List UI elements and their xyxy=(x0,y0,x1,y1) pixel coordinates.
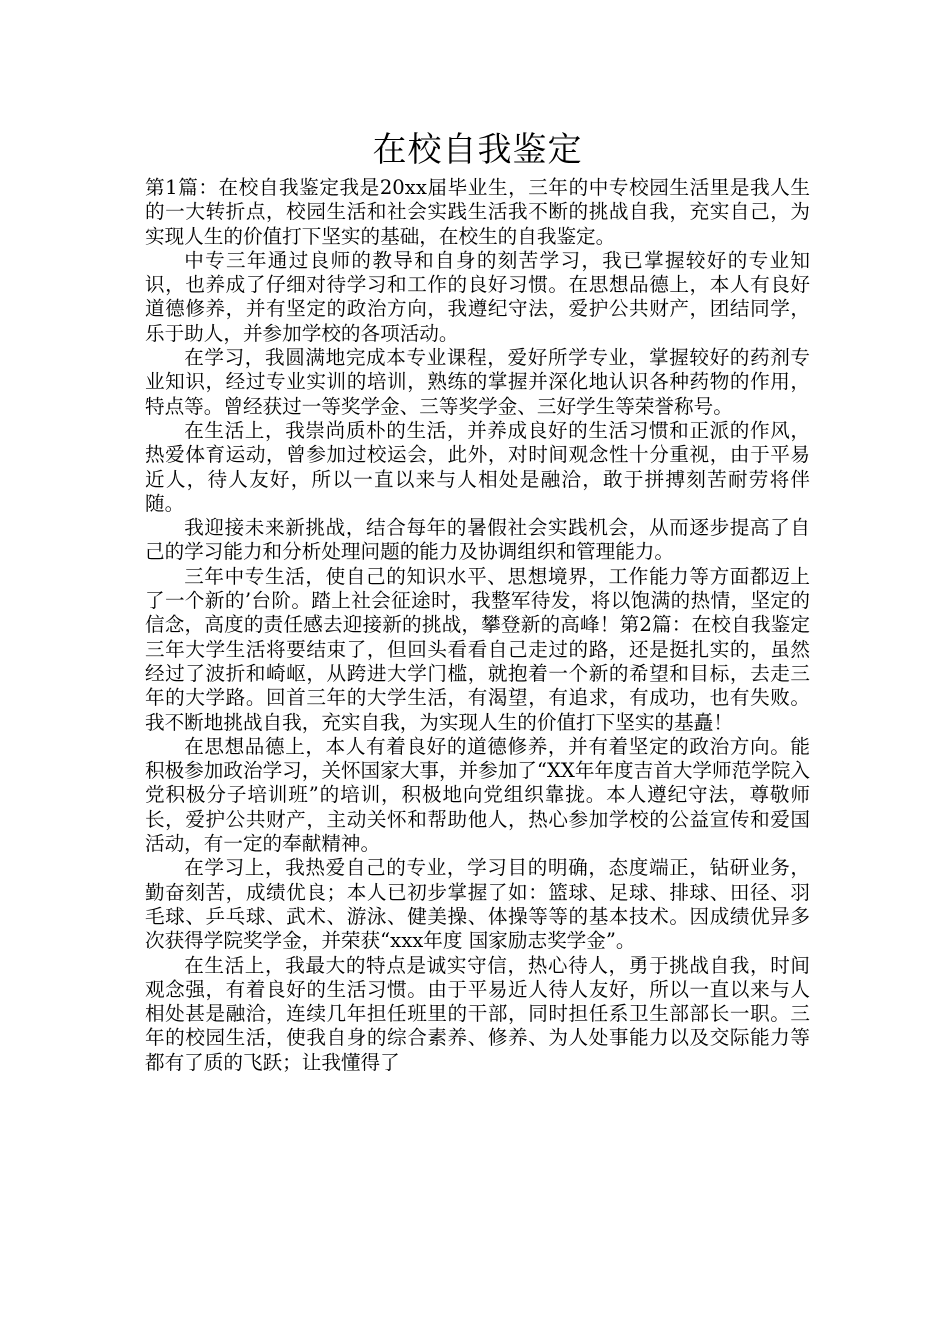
document-title: 在校自我鉴定 xyxy=(372,130,583,170)
paragraph: 在思想品德上，本人有着良好的道德修养，并有着坚定的政治方向。能积极参加政治学习，关怀国家大事，并参加了“XX年年度吉首大学师范学院入党积极分子培训班”的培训，积极地向党组织靠拢。本人遵纪守法，尊敬师长，爱护公共财产，主动关怀和帮助他人，热心参加学校的公益宣传和爱国活动，有一定的奉献精神。 xyxy=(145,734,810,856)
document-body xyxy=(145,176,810,1075)
paragraph: 在生活上，我崇尚质朴的生活，并养成良好的生活习惯和正派的作风，热爱体育运动，曾参加过校运会，此外，对时间观念性十分重视，由于平易近人，待人友好，所以一直以来与人相处是融洽，敢于拼搏刻苦耐劳将伴随。 xyxy=(145,418,810,515)
paragraph: 三年中专生活，使自己的知识水平、思想境界，工作能力等方面都迈上了一个新的’台阶。踏上社会征途时，我整军待发，将以饱满的热情，坚定的信念，高度的责任感去迎接新的挑战，攀登新的高峰！第2篇：在校自我鉴定三年大学生活将要结束了，但回头看看自己走过的路，还是挺扎实的，虽然经过了波折和崎岖，从跨进大学门槛，就抱着一个新的希望和目标，去走三年的大学路。回首三年的大学生活，有渴望，有追求，有成功，也有失败。我不断地挑战自我，充实自我，为实现人生的价值打下坚实的基矗！ xyxy=(145,564,810,734)
paragraph: 我迎接未来新挑战，结合每年的暑假社会实践机会，从而逐步提高了自己的学习能力和分析处理问题的能力及协调组织和管理能力。 xyxy=(145,516,810,564)
paragraph: 第1篇：在校自我鉴定我是20xx届毕业生，三年的中专校园生活里是我人生的一大转折点，校园生活和社会实践生活我不断的挑战自我，充实自己，为实现人生的价值打下坚实的基础，在校生的自我鉴定。 xyxy=(145,176,810,248)
paragraph: 中专三年通过良师的教导和自身的刻苦学习，我已掌握较好的专业知识，也养成了仔细对待学习和工作的良好习惯。在思想品德上，本人有良好道德修养，并有坚定的政治方向，我遵纪守法，爱护公共财产，团结同学，乐于助人，并参加学校的各项活动。 xyxy=(145,248,810,345)
document-page xyxy=(145,128,810,1075)
paragraph: 在生活上，我最大的特点是诚实守信，热心待人，勇于挑战自我，时间观念强，有着良好的生活习惯。由于平易近人待人友好，所以一直以来与人相处甚是融洽，连续几年担任班里的干部，同时担任系卫生部部长一职。三年的校园生活，使我自身的综合素养、修养、为人处事能力以及交际能力等都有了质的飞跃；让我懂得了 xyxy=(145,953,810,1074)
paragraph: 在学习上，我热爱自己的专业，学习目的明确，态度端正，钻研业务，勤奋刻苦，成绩优良；本人已初步掌握了如：篮球、足球、排球、田径、羽毛球、乒乓球、武术、游泳、健美操、体操等等的基本技术。因成绩优异多次获得学院奖学金，并荣获“xxx年度 国家励志奖学金”。 xyxy=(145,856,810,953)
paragraph: 在学习，我圆满地完成本专业课程，爱好所学专业，掌握较好的药剂专业知识，经过专业实训的培训，熟练的掌握并深化地认识各种药物的作用，特点等。曾经获过一等奖学金、三等奖学金、三好学生等荣誉称号。 xyxy=(145,346,810,418)
